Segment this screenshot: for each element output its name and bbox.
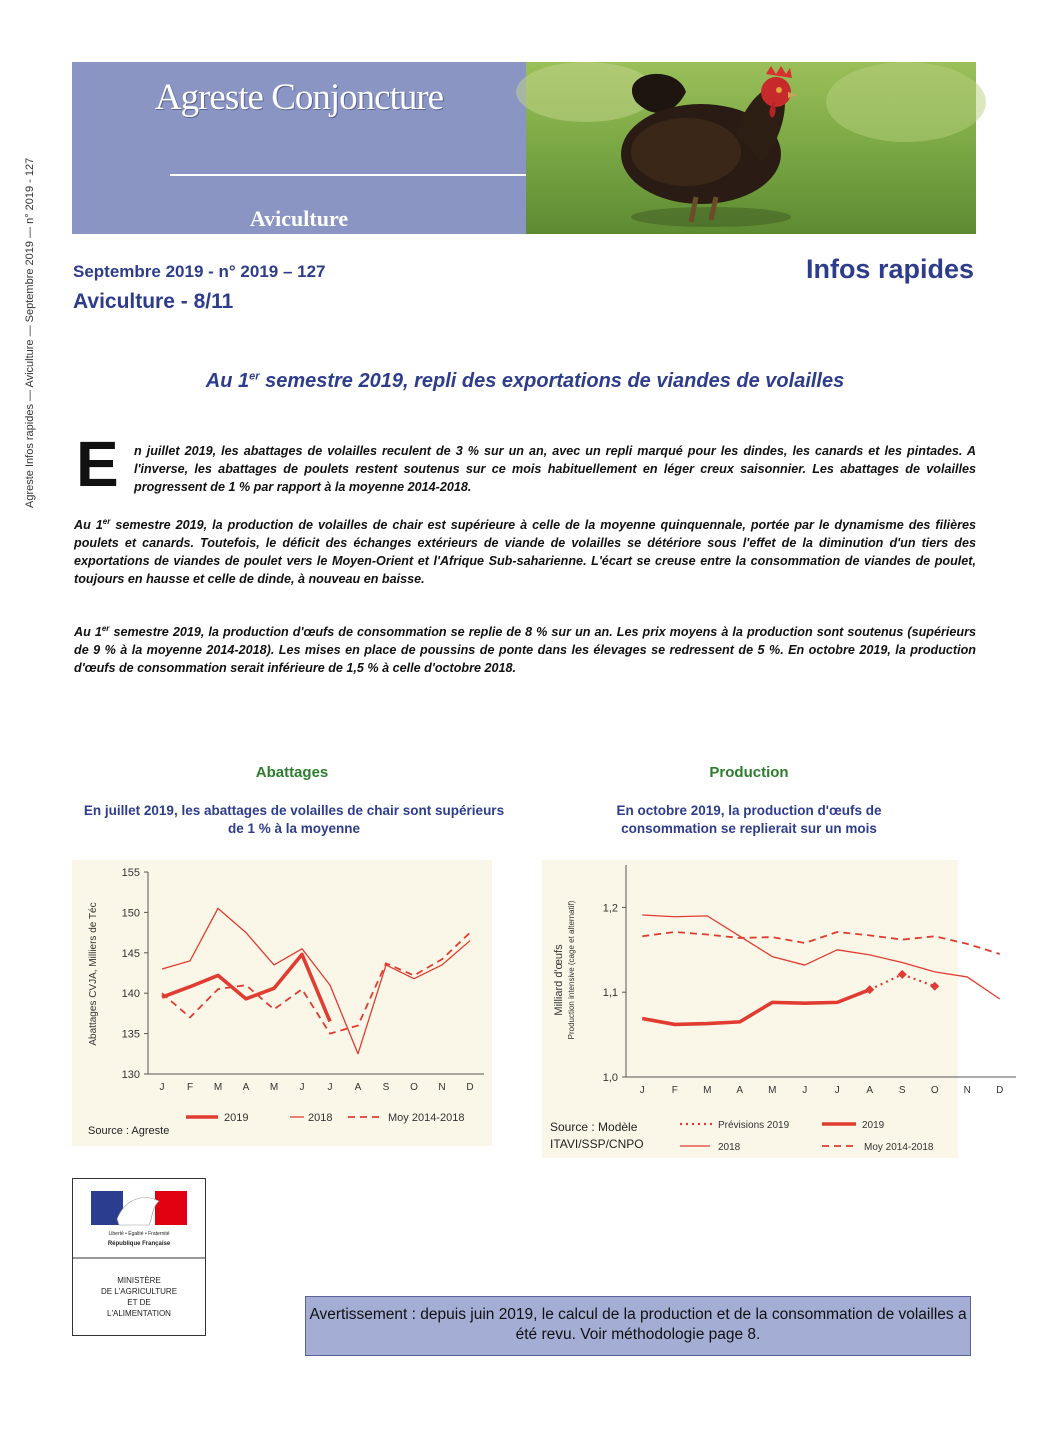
x-tick-label: J — [802, 1085, 808, 1096]
paragraph-3-text: semestre 2019, la production d'œufs de consommation se replie de 8 % sur un an. Les prix moyens à la production sont soutenus (supérieurs de 9 % à la moyenne 2014-2018). Les mises en place de poussins de ponte dans les élevages se redressent de 5 %. En octobre 2019, la production d'œufs de consommation serait inférieure de 1,5 % à celle d'octobre 2018. — [74, 625, 977, 676]
y-tick-label: 1,0 — [602, 1072, 618, 1084]
x-tick-label: A — [242, 1082, 250, 1093]
paragraph-2 — [74, 513, 976, 588]
brand-underline — [170, 174, 574, 176]
paragraph-3-sup: er — [101, 624, 110, 633]
x-tick-label: D — [466, 1082, 474, 1093]
y-axis-label: Milliard d'œufs — [553, 944, 565, 1016]
paragraph-2-pre: Au 1 — [74, 518, 103, 533]
y-tick-label: 155 — [121, 867, 140, 879]
y-tick-label: 140 — [121, 988, 140, 1001]
y-tick-label: 150 — [121, 907, 140, 920]
x-tick-label: S — [382, 1082, 390, 1093]
headline-post: semestre 2019, repli des exportations de viandes de volailles — [259, 370, 845, 392]
chart2-source-2: ITAVI/SSP/CNPO — [550, 1137, 644, 1151]
chart1-title: En juillet 2019, les abattages de volailles de chair sont supérieurs de 1 % à la moyenne — [83, 803, 505, 836]
x-tick-label: M — [213, 1082, 223, 1093]
series-line-moy-2014-2018 — [162, 933, 470, 1034]
forecast-point — [930, 982, 939, 991]
x-tick-label: A — [736, 1085, 744, 1096]
x-tick-label: M — [269, 1082, 279, 1093]
warning-box: Avertissement : depuis juin 2019, le calcul de la production et de la consommation de volailles a été revu. Voir méthodologie page 8. — [305, 1296, 971, 1356]
section-label: Aviculture - 8/11 — [73, 290, 234, 313]
legend-label: 2018 — [308, 1112, 333, 1124]
logo-ministry-1: MINISTÈRE — [117, 1276, 161, 1285]
x-tick-label: F — [671, 1085, 678, 1096]
paragraph-3 — [74, 620, 976, 677]
forecast-point — [898, 970, 907, 979]
legend-label: Moy 2014-2018 — [388, 1112, 465, 1124]
drop-cap: E — [76, 428, 119, 500]
legend-label: Moy 2014-2018 — [864, 1142, 934, 1153]
x-tick-label: J — [299, 1082, 305, 1093]
infos-rapides-label: Infos rapides — [805, 254, 974, 284]
x-tick-label: D — [996, 1085, 1004, 1096]
y-axis-label: Abattages CVJA, Milliers de Téc — [88, 902, 99, 1046]
x-tick-label: F — [186, 1082, 194, 1093]
y-tick-label: 135 — [121, 1028, 140, 1041]
series-line-2019 — [642, 990, 870, 1025]
chart1-panel — [72, 860, 492, 1146]
issue-number: Septembre 2019 - n° 2019 – 127 — [73, 262, 326, 281]
paragraph-2-sup: er — [102, 517, 111, 526]
x-tick-label: A — [354, 1082, 362, 1093]
header-banner — [72, 62, 526, 234]
x-tick-label: M — [703, 1085, 712, 1096]
legend-label: 2019 — [862, 1120, 885, 1131]
logo-ministry-4: L'ALIMENTATION — [107, 1309, 171, 1318]
headline-pre: Au 1 — [205, 370, 250, 392]
logo-ministry-3: ET DE — [127, 1298, 151, 1307]
y-tick-label: 130 — [121, 1069, 140, 1081]
brand-subtitle: Aviculture — [249, 206, 349, 231]
logo-republique: République Française — [107, 1241, 171, 1247]
marianne-logo — [73, 1179, 205, 1335]
chart1-svg — [72, 860, 492, 1146]
hen-photo — [526, 62, 976, 234]
headline — [0, 370, 1050, 393]
chart2-title: En octobre 2019, la production d'œufs de consommation se replierait sur un mois — [616, 803, 882, 836]
ministry-logo — [72, 1178, 206, 1336]
paragraph-1: n juillet 2019, les abattages de volailles reculent de 3 % sur un an, avec un repli marqué pour les dindes, les canards et les pintades. A l'inverse, les abattages de poulets restent soutenus sur ce mois habituellement en léger creux saisonnier. Les abattages de volailles progressent de 1 % par rapport à la moyenne 2014-2018. — [134, 444, 976, 494]
y-tick-label: 145 — [121, 947, 140, 960]
x-tick-label: M — [768, 1085, 777, 1096]
y-tick-label: 1,1 — [602, 987, 618, 1000]
x-tick-label: J — [834, 1085, 840, 1096]
paragraph-2-text: semestre 2019, la production de volailles de chair est supérieure à celle de la moyenne quinquennale, portée par le dynamisme des filières poulets et canards. Toutefois, le déficit des échanges extérieurs de viande de volailles se détériore sous l'effet de la diminution d'un tiers des exportations de viandes de poulet vers le Moyen-Orient et l'Afrique Sub-saharienne. L'écart se creuse entre la consommation de viandes de poulet, toujours en hausse et celle de dinde, à nouveau en baisse. — [74, 518, 976, 587]
y-axis-label-2: Production intensive (cage et alternatif) — [567, 900, 576, 1040]
chart1-heading: Abattages — [255, 764, 329, 781]
chart2-panel — [542, 860, 1004, 1158]
chart2-svg — [542, 860, 1004, 1158]
x-tick-label: N — [963, 1085, 971, 1096]
x-tick-label: O — [930, 1085, 939, 1096]
chart2-source-1: Source : Modèle — [550, 1120, 638, 1134]
x-tick-label: O — [410, 1082, 418, 1093]
x-tick-label: S — [898, 1085, 906, 1096]
series-line-2018 — [642, 915, 1000, 999]
paragraph-3-pre: Au 1 — [74, 625, 102, 640]
x-tick-label: J — [639, 1085, 645, 1096]
logo-ministry-2: DE L'AGRICULTURE — [100, 1287, 178, 1296]
series-line-moy-2014-2018 — [642, 932, 1000, 954]
chart1-source: Source : Agreste — [88, 1125, 170, 1137]
headline-sup: er — [249, 370, 260, 383]
x-tick-label: J — [159, 1082, 165, 1093]
y-tick-label: 1,2 — [602, 902, 618, 915]
x-tick-label: A — [866, 1085, 874, 1096]
x-tick-label: J — [327, 1082, 333, 1093]
side-running-title: Agreste Infos rapides — Aviculture — Septembre 2019 — n° 2019 - 127 — [24, 157, 36, 508]
chart2-heading: Production — [709, 764, 789, 781]
legend-label: Prévisions 2019 — [718, 1120, 790, 1131]
series-line-2019 — [162, 954, 330, 1021]
brand-title: Agreste Conjoncture — [154, 77, 444, 118]
legend-label: 2018 — [718, 1142, 741, 1153]
legend-label: 2019 — [224, 1112, 249, 1124]
logo-motto: Liberté • Égalité • Fraternité — [108, 1231, 170, 1237]
x-tick-label: N — [438, 1082, 446, 1093]
